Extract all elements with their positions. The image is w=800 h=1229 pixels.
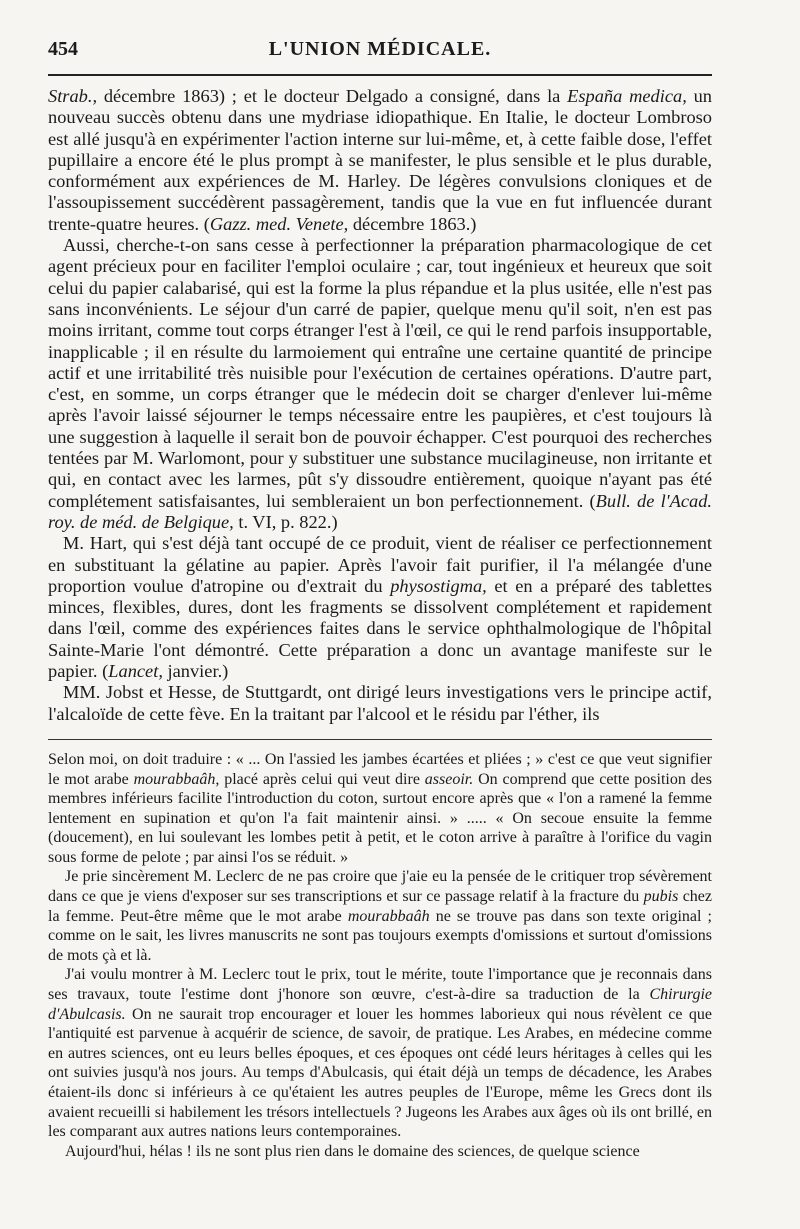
title-chirurgie-abulcasis: Chirurgie d'Abulcasis.	[48, 986, 712, 1023]
footnote-paragraph	[48, 1142, 712, 1162]
paragraph-text: t. VI, p. 822.)	[233, 511, 338, 532]
paragraph-text: MM. Jobst et Hesse, de Stuttgardt, ont dirigé leurs investigations vers le principe actif, l'alcaloïde de cette fève. En la traitant par l'alcool et le résidu par l'éther, ils	[48, 682, 712, 724]
citation-gazz-med-venete: Gazz. med. Venete,	[209, 213, 349, 234]
footnote	[48, 750, 712, 1161]
paragraph-text: décembre 1863) ; et le docteur Delgado a consigné, dans la	[97, 86, 568, 106]
term-physostigma: physostigma,	[390, 575, 487, 596]
paragraph	[48, 235, 712, 533]
footnote-text: ne se trouve pas dans son texte original ; comme on le sait, les livres manuscrits ne sont pas toujours exempts d'omissions et surtout d'omissions de mots çà et là.	[48, 907, 713, 964]
term-asseoir: asseoir.	[424, 770, 474, 788]
page-number: 454	[48, 38, 78, 60]
footnote-text: Selon moi, on doit traduire : « ... On l'assied les jambes écartées et pliées ; » c'est ce que veut signifier le mot arabe	[48, 750, 712, 788]
paragraph-text: décembre 1863.)	[348, 213, 477, 234]
header-rule	[48, 74, 712, 76]
paragraph	[48, 533, 712, 682]
footnote-text: chez la femme. Peut-être même que le mot arabe	[48, 888, 713, 925]
paragraph-text: janvier.)	[162, 661, 229, 682]
footnote-text: placé après celui qui veut dire	[219, 770, 425, 788]
main-text	[48, 86, 712, 725]
paragraph-text: un nouveau succès obtenu dans une mydriase idiopathique. En Italie, le docteur Lombroso est allé jusqu'à en expérimenter l'action interne sur lui-même, et, à cette faible dose, l'effet pupillaire a encore été le plus prompt à se manifester, le plus sensible et le plus durable, conformément aux expériences de M. Harley. De légères convulsions cloniques et de l'assoupissement succédèrent passagèrement, tandis que la vue en fut influencée durant trente-quatre heures. (	[48, 86, 712, 234]
running-title: L'UNION MÉDICALE.	[268, 38, 492, 60]
term-mourabbaah: mourabbaâh	[347, 907, 430, 925]
term-pubis: pubis	[643, 888, 679, 906]
citation-strab: Strab.,	[48, 86, 98, 106]
footnote-paragraph	[48, 965, 712, 1141]
footnote-text: On ne saurait trop encourager et louer les hommes laborieux qui nous révèlent ce que l'antiquité est parvenue à acquérir de science, de savoir, de pratique. Les Arabes, en médecine comme en autres sciences, ont eu leurs belles époques, et ces époques ont cédé leurs héritages à celles qui les ont suivies jusqu'à nos jours. Au temps d'Abulcasis, qui était déjà un temps de décadence, les Arabes étaient-ils donc si inférieurs à ce qu'étaient les autres peuples de l'Europe, même les Grecs dont ils avaient recueilli si habilement les trésors intellectuels ? Jugeons les Arabes aux âges où ils ont brillé, en les comparant aux autres nations leurs contemporaines.	[48, 1005, 712, 1141]
paragraph-text: M. Hart, qui s'est déjà tant occupé de ce produit, vient de réaliser ce perfectionnement en substituant la gélatine au papier. Après l'avoir fait purifier, il l'a mélangée d'une proportion voulue d'atropine ou d'extrait du	[48, 533, 712, 596]
footnote-paragraph	[48, 867, 712, 965]
paragraph	[48, 682, 712, 725]
citation-espana-medica: España medica,	[567, 86, 687, 106]
footnote-text: Aujourd'hui, hélas ! ils ne sont plus rien dans le domaine des sciences, de quelque science	[65, 1142, 640, 1160]
footnote-text: Je prie sincèrement M. Leclerc de ne pas croire que j'aie eu la pensée de le critiquer trop sévèrement dans ce que je viens d'exposer sur ses transcriptions et sur ce passage relatif à la fracture du	[48, 868, 712, 906]
citation-bull-acad: Bull. de l'Acad. roy. de méd. de Belgique,	[48, 490, 713, 532]
running-header	[48, 38, 712, 74]
footnote-text: On comprend que cette position des membres inférieurs facilite l'introduction du coton, surtout encore après que « l'on a ramené la femme lentement en supination et qu'on l'a fait maintenir ainsi. » ..... « On secoue ensuite la femme (doucement), en lui soulevant les lombes petit à petit, et le coton arrive à paraître à l'orifice du vagin sous forme de pelote ; par ainsi l'os se réduit. »	[48, 770, 712, 866]
footnote-paragraph	[48, 750, 712, 868]
term-mourabbaah: mourabbaâh,	[133, 770, 220, 788]
paragraph	[48, 86, 712, 235]
footnote-text: J'ai voulu montrer à M. Leclerc tout le prix, tout le mérite, toute l'importance que je reconnais dans ses travaux, toute l'estime dont j'honore son œuvre, c'est-à-dire sa traduction de la	[48, 966, 712, 1004]
footnote-rule	[48, 739, 712, 740]
citation-lancet: Lancet,	[108, 661, 163, 682]
paragraph-text: et en a préparé des tablettes minces, flexibles, dures, dont les fragments se dissolvent complétement et rapidement dans l'œil, comme des expériences faites dans le service ophthalmologique de l'hôpital Sainte-Marie l'ont démontré. Cette préparation a donc un avantage manifeste sur le papier. (	[48, 575, 712, 682]
paragraph-text: Aussi, cherche-t-on sans cesse à perfectionner la préparation pharmacologique de cet agent précieux pour en faciliter l'emploi oculaire ; car, tout ingénieux et heureux que soit celui du papier calabarisé, qui est la forme la plus répandue et la plus usitée, elle n'est pas sans inconvénients. Le séjour d'un carré de papier, quelque menu qu'il soit, n'en est pas moins irritant, comme tout corps étranger l'est à l'œil, ce qui le rend parfois insupportable, inapplicable ; il en résulte du larmoiement qui entraîne une certaine quantité de principe actif et une irritabilité très nuisible pour l'exécution de certaines opérations. D'autre part, c'est, en somme, un corps étranger que le médecin doit se charger d'enlever lui-même après l'avoir laissé séjourner le temps nécessaire entre les paupières, et c'est toujours là une suggestion à laquelle il serait bon de pouvoir échapper. C'est pourquoi des recherches tentées par M. Warlomont, pour y substituer une substance mucilagineuse, non irritante et qui, en contact avec les larmes, pût s'y dissoudre entièrement, quoique n'ayant pas été complétement satisfaisantes, lui sembleraient un bon perfectionnement. (	[48, 235, 712, 511]
